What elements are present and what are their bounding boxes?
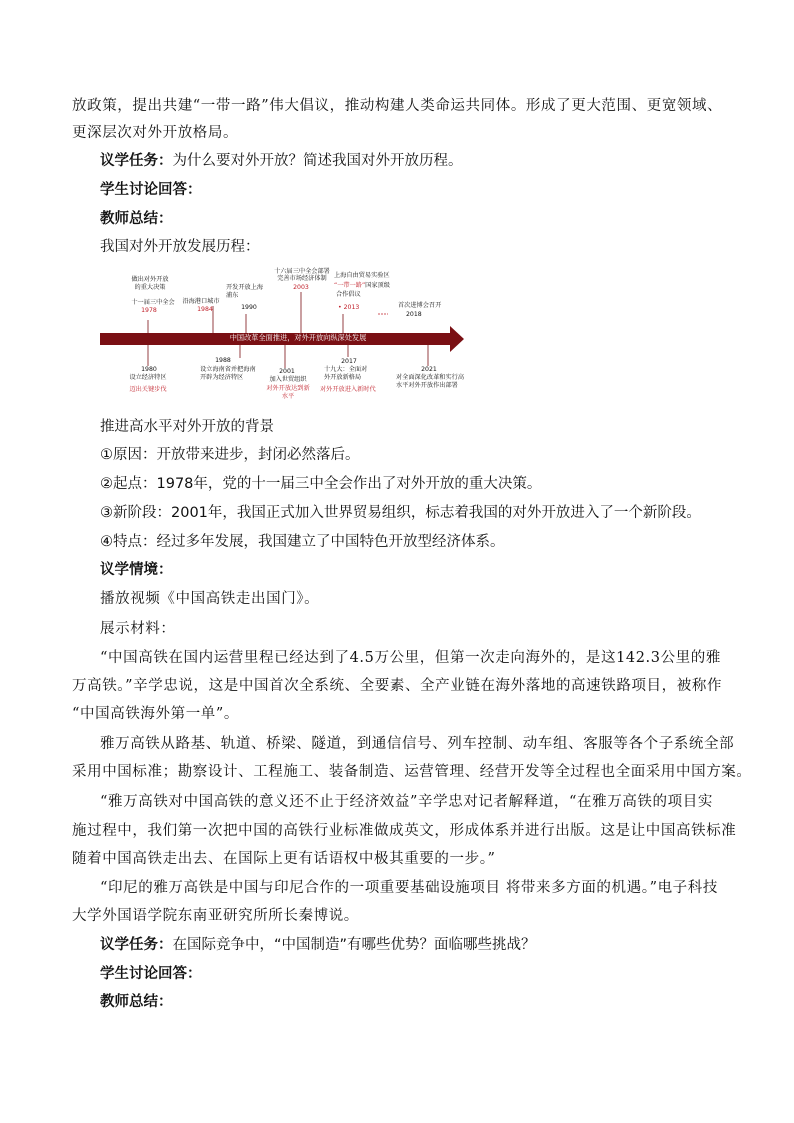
tl-2001-title: 加入世贸组织 bbox=[269, 376, 307, 383]
background-item-2: ②起点：1978年，党的十一届三中全会作出了对外开放的重大决策。 bbox=[100, 476, 542, 492]
background-heading: 推进高水平对外开放的背景 bbox=[100, 419, 274, 435]
intro-line-2: 更深层次对外开放格局。 bbox=[72, 125, 239, 141]
tl-1978-year: 1978 bbox=[141, 307, 157, 314]
tl-2021-line2: 水平对外开放作出部署 bbox=[396, 382, 458, 389]
task-2 bbox=[100, 935, 536, 955]
tl-2001-red-line1: 对外开放达到新 bbox=[266, 385, 310, 392]
tl-2018-title: 首次进博会召开 bbox=[398, 302, 442, 309]
material-label: 展示材料： bbox=[100, 621, 176, 637]
tl-1988-year: 1988 bbox=[215, 357, 231, 364]
tl-2013-accent-suffix: 国家顶级 bbox=[365, 282, 390, 289]
timeline-figure bbox=[98, 262, 468, 412]
tl-2018-year: 2018 bbox=[406, 311, 422, 318]
task-2-text: 在国际竞争中，“中国制造”有哪些优势？面临哪些挑战？ bbox=[172, 937, 536, 953]
tl-2013-year: • 2013 bbox=[338, 304, 360, 311]
tl-2021-line1: 对全面深化改革和实行高 bbox=[396, 374, 465, 381]
tl-1980-red: 迈出关键步伐 bbox=[129, 386, 167, 393]
tl-2017-line2: 外开放新格局 bbox=[324, 374, 362, 381]
tl-2001-red-line2: 水平 bbox=[281, 393, 295, 400]
tl-2003-line2: 完善市场经济体制 bbox=[277, 275, 327, 282]
tl-1980-year: 1980 bbox=[141, 366, 157, 373]
material-1-line-2: 万高铁。”辛学忠说，这是中国首次全系统、全要素、全产业链在海外落地的高速铁路项目，被称作 bbox=[72, 678, 723, 694]
tl-pudong-line1: 开发开放上海 bbox=[226, 284, 264, 291]
material-2-line-1: 雅万高铁从路基、轨道、桥梁、隧道，到通信信号、列车控制、动车组、客服等各个子系统全部 bbox=[100, 736, 735, 752]
material-4-line-2: 大学外国语学院东南亚研究所所长秦博说。 bbox=[72, 908, 359, 924]
tl-1984-title: 沿海港口城市 bbox=[182, 298, 220, 305]
material-3-line-2: 施过程中，我们第一次把中国的高铁行业标准做成英文，形成体系并进行出版。这是让中国高铁标准 bbox=[72, 823, 737, 839]
task-1-text: 为什么要对外开放？简述我国对外开放历程。 bbox=[172, 153, 463, 169]
material-2-line-2: 采用中国标准；勘察设计、工程施工、装备制造、运营管理、经营开发等全过程也全面采用中国方案。 bbox=[72, 764, 752, 780]
material-3-line-1: “雅万高铁对中国高铁的意义还不止于经济效益”辛学忠对记者解释道，“在雅万高铁的项目实 bbox=[100, 794, 713, 810]
situation-label: 议学情境： bbox=[100, 562, 173, 578]
background-item-4: ④特点：经过多年发展，我国建立了中国特色开放型经济体系。 bbox=[100, 534, 505, 550]
material-1-line-1: “中国高铁在国内运营里程已经达到了4.5万公里，但第一次走向海外的，是这142.3公里的雅 bbox=[100, 650, 721, 666]
task-1 bbox=[100, 151, 463, 171]
tl-2013-year-value: 2013 bbox=[343, 304, 360, 311]
tl-2017-year: 2017 bbox=[341, 358, 357, 365]
tl-2013-title: 上海自由贸易实验区 bbox=[334, 272, 390, 279]
tl-1988-line2: 开辟为经济特区 bbox=[200, 374, 244, 381]
tl-1988-line1: 设立海南省并把海南 bbox=[200, 366, 256, 373]
material-1-line-3: “中国高铁海外第一单”。 bbox=[72, 706, 240, 722]
tl-2021-year: 2021 bbox=[421, 366, 437, 373]
task-2-label: 议学任务： bbox=[100, 937, 173, 953]
tl-1980-title: 设立经济特区 bbox=[129, 374, 167, 381]
teacher-summary-1: 教师总结： bbox=[100, 211, 173, 227]
intro-line-1: 放政策，提出共建“一带一路”伟大倡议，推动构建人类命运共同体。形成了更大范围、更宽领域、 bbox=[72, 98, 723, 114]
material-4-line-1: “印尼的雅万高铁是中国与印尼合作的一项重要基础设施项目 将带来多方面的机遇。”电子科技 bbox=[100, 880, 718, 896]
timeline-heading: 我国对外开放发展历程： bbox=[100, 239, 260, 255]
tl-1978-title: 十一届三中全会 bbox=[131, 299, 175, 306]
tl-decision-line2: 的重大决策 bbox=[134, 284, 166, 291]
tl-2013-sub: 合作倡议 bbox=[336, 291, 361, 298]
student-discussion-2: 学生讨论回答： bbox=[100, 966, 202, 982]
tl-2003-line1: 十六届三中全会部署 bbox=[274, 268, 330, 275]
timeline-banner: 中国改革全面推进，对外开放向纵深处发展 bbox=[229, 333, 367, 342]
tl-1984-year: 1984 bbox=[197, 306, 213, 313]
tl-2003-year: 2003 bbox=[293, 284, 309, 291]
background-item-1: ①原因：开放带来进步，封闭必然落后。 bbox=[100, 447, 360, 463]
tl-2001-year: 2001 bbox=[279, 368, 295, 375]
tl-2013-accent: “一带一路” bbox=[334, 282, 366, 289]
student-discussion-1: 学生讨论回答： bbox=[100, 182, 202, 198]
tl-2013-accent-line bbox=[334, 282, 414, 290]
tl-2017-red: 对外开放进入新时代 bbox=[320, 386, 376, 393]
task-1-label: 议学任务： bbox=[100, 153, 173, 169]
material-3-line-3: 随着中国高铁走出去、在国际上更有话语权中极其重要的一步。” bbox=[72, 851, 496, 867]
tl-decision-line1: 做出对外开放 bbox=[131, 276, 169, 283]
video-line: 播放视频《中国高铁走出国门》。 bbox=[100, 591, 320, 607]
tl-1990-year: 1990 bbox=[241, 304, 257, 311]
background-item-3: ③新阶段：2001年，我国正式加入世界贸易组织，标志着我国的对外开放进入了一个新阶段。 bbox=[100, 505, 701, 521]
teacher-summary-2: 教师总结： bbox=[100, 994, 173, 1010]
tl-pudong-line2: 浦东 bbox=[226, 292, 239, 299]
tl-2017-line1: 十九大：全面对 bbox=[324, 366, 368, 373]
